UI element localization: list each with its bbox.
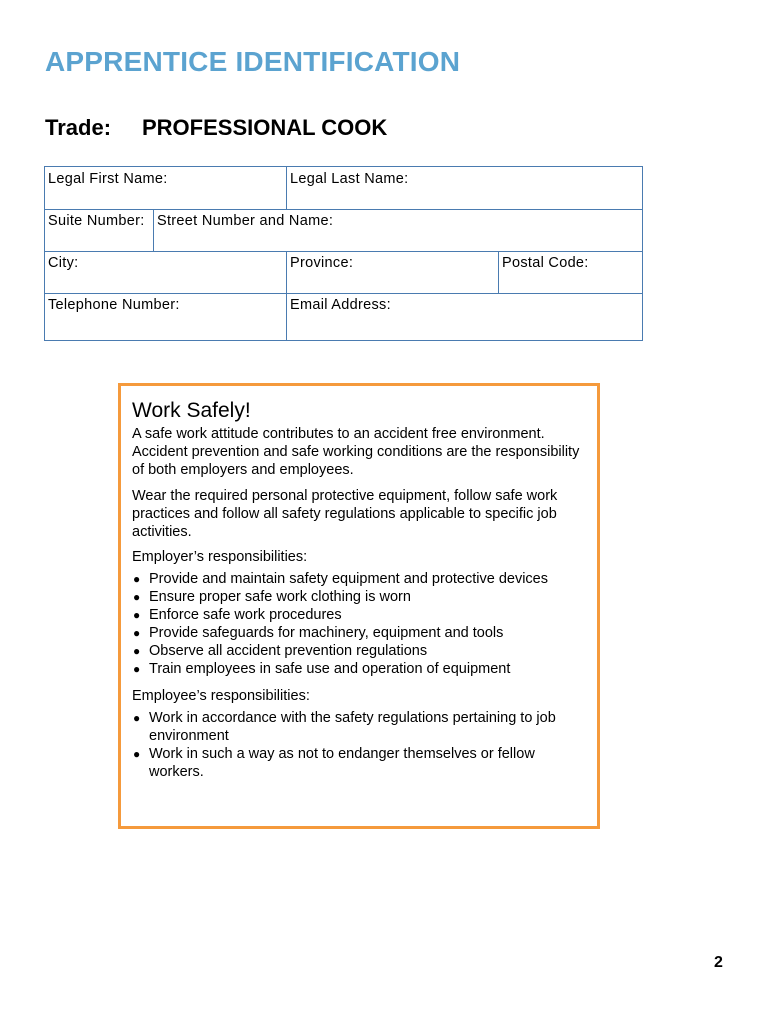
city-label: City: <box>48 255 79 271</box>
page-title: APPRENTICE IDENTIFICATION <box>45 46 461 77</box>
list-item: ● Provide and maintain safety equipment and protective devices <box>133 571 548 587</box>
employee-responsibilities-heading: Employee’s responsibilities: <box>132 688 310 704</box>
telephone-label: Telephone Number: <box>48 297 180 313</box>
bullet-icon: ● <box>133 662 141 676</box>
employer-responsibilities-heading: Employer’s responsibilities: <box>132 549 308 565</box>
form-row-contact <box>45 293 642 340</box>
email-label: Email Address: <box>290 297 391 313</box>
bullet-icon: ● <box>133 590 141 604</box>
list-item: ● Enforce safe work procedures <box>133 607 342 623</box>
bullet-icon: ● <box>133 626 141 640</box>
province-field[interactable] <box>286 251 498 293</box>
bullet-icon: ● <box>133 747 141 761</box>
street-field[interactable] <box>153 209 642 251</box>
list-item: ● Ensure proper safe work clothing is worn <box>133 589 411 605</box>
province-label: Province: <box>290 255 354 271</box>
list-item: ● Work in accordance with the safety regulations pertaining to job environment <box>133 710 556 744</box>
trade-value: PROFESSIONAL COOK <box>142 115 388 140</box>
bullet-icon: ● <box>133 644 141 658</box>
bullet-icon: ● <box>133 572 141 586</box>
work-safely-title: Work Safely! <box>132 399 251 422</box>
postal-code-label: Postal Code: <box>502 255 589 271</box>
city-field[interactable] <box>45 251 286 293</box>
postal-code-field[interactable] <box>498 251 642 293</box>
employee-responsibilities-list <box>132 709 572 781</box>
legal-first-name-field[interactable] <box>45 167 286 209</box>
safety-paragraph-1: A safe work attitude contributes to an accident free environment. Accident prevention and safe working conditions are the responsibility of both employers and employees. <box>132 426 580 478</box>
suite-number-field[interactable] <box>45 209 153 251</box>
telephone-field[interactable] <box>45 293 286 340</box>
form-row-location <box>45 251 642 294</box>
legal-last-name-field[interactable] <box>286 167 642 209</box>
page-number: 2 <box>714 954 723 971</box>
street-label: Street Number and Name: <box>157 213 334 229</box>
legal-first-name-label: Legal First Name: <box>48 171 168 187</box>
legal-last-name-label: Legal Last Name: <box>290 171 409 187</box>
email-field[interactable] <box>286 293 642 340</box>
suite-number-label: Suite Number: <box>48 213 145 229</box>
bullet-icon: ● <box>133 608 141 622</box>
safety-paragraph-2: Wear the required personal protective equipment, follow safe work practices and follow all safety regulations applicable to specific job activities. <box>132 488 558 540</box>
bullet-icon: ● <box>133 711 141 725</box>
list-item: ● Observe all accident prevention regulations <box>133 643 428 659</box>
employer-responsibilities-list <box>132 570 587 678</box>
trade-label: Trade: <box>45 115 112 140</box>
list-item: ● Provide safeguards for machinery, equipment and tools <box>133 625 504 641</box>
list-item: ● Train employees in safe use and operation of equipment <box>133 661 511 677</box>
form-row-name <box>45 167 642 210</box>
list-item: ● Work in such a way as not to endanger themselves or fellow workers. <box>133 746 535 780</box>
identification-form <box>44 166 643 341</box>
form-row-address <box>45 209 642 252</box>
work-safely-box <box>118 383 600 829</box>
